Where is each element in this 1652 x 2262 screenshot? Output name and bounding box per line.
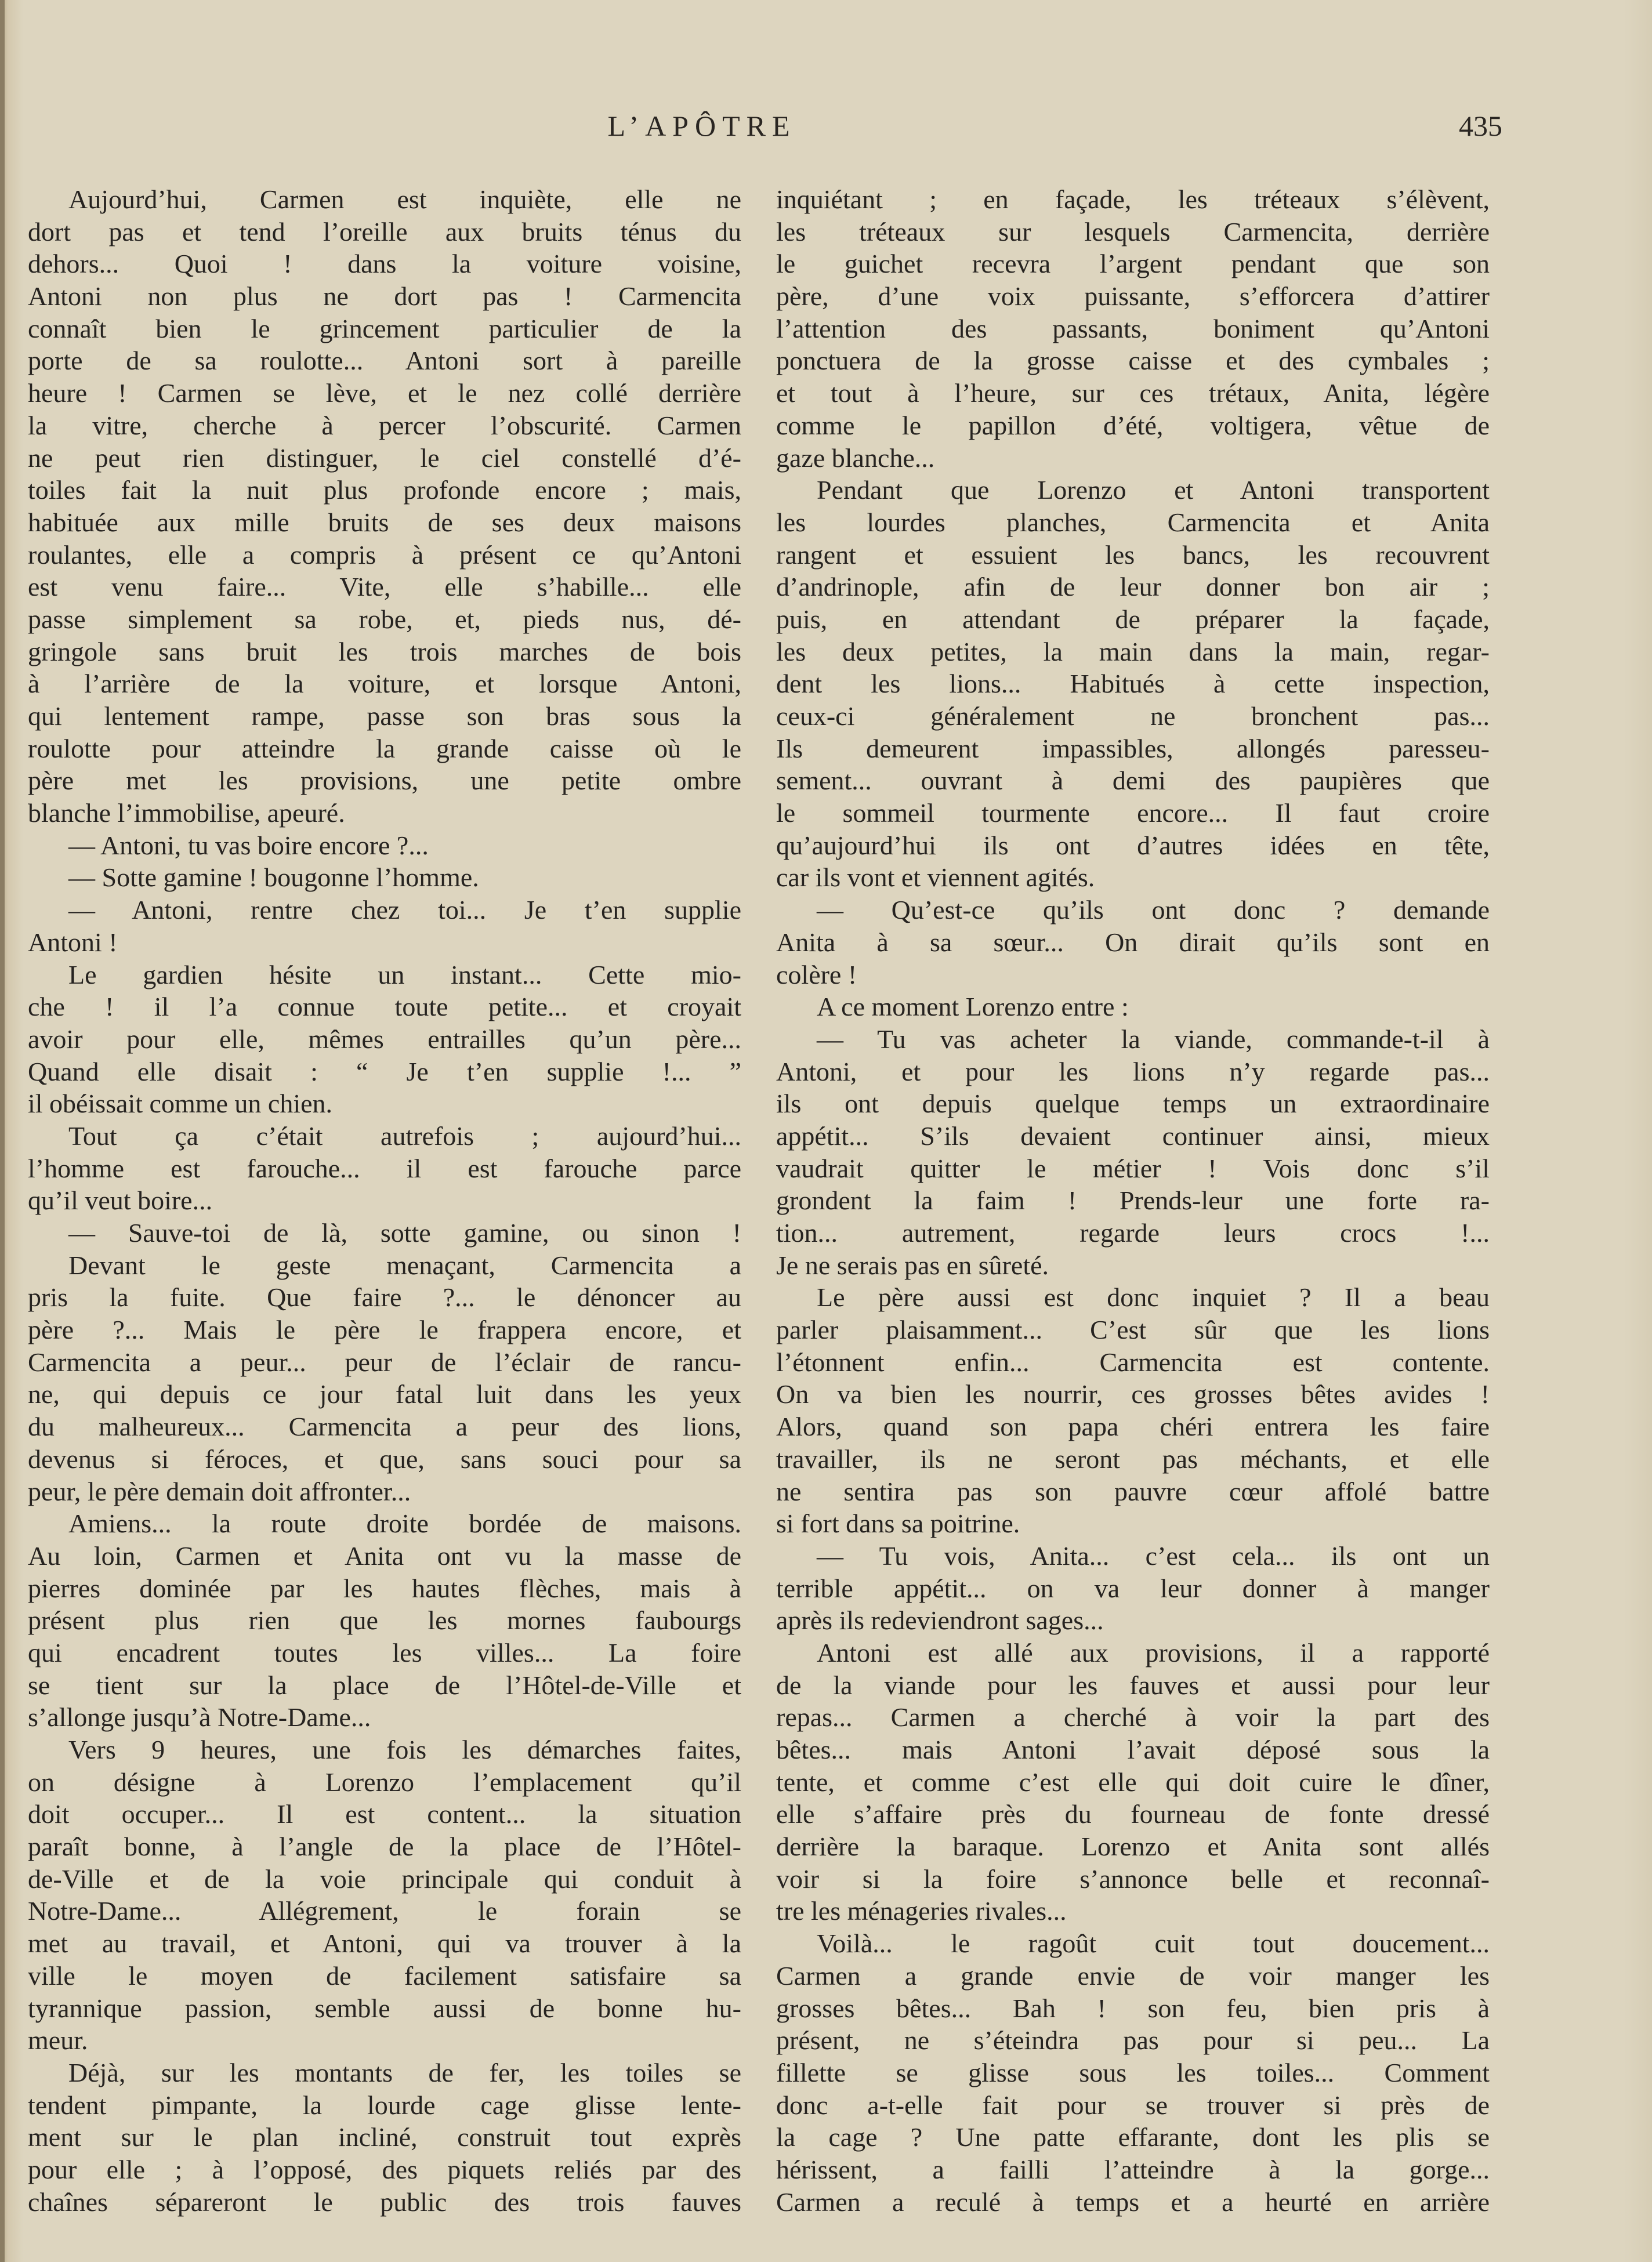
text-line: pierres dominée par les hautes flèches, mais à <box>28 1573 741 1603</box>
text-line: gaze blanche... <box>776 443 935 473</box>
text-line: de la viande pour les fauves et aussi pour leur <box>776 1670 1490 1700</box>
text-line: derrière la baraque. Lorenzo et Anita sont allés <box>776 1832 1490 1862</box>
text-line: Anita à sa sœur... On dirait qu’ils sont en <box>776 927 1490 957</box>
text-line: donc a-t-elle fait pour se trouver si près de <box>776 2090 1490 2120</box>
text-line: tion... autrement, regarde leurs crocs !... <box>776 1218 1490 1248</box>
running-title: L’APÔTRE <box>607 110 796 142</box>
text-line: Déjà, sur les montants de fer, les toiles se <box>68 2057 741 2087</box>
text-line: Voilà... le ragoût cuit tout doucement... <box>817 1928 1490 1959</box>
page-header <box>0 109 1652 155</box>
text-line: bêtes... mais Antoni l’avait déposé sous la <box>776 1735 1490 1764</box>
text-line: ils ont depuis quelque temps un extraordinaire <box>776 1089 1490 1119</box>
text-line: — Antoni, tu vas boire encore ?... <box>68 830 429 860</box>
text-line: Antoni est allé aux provisions, il a rapporté <box>817 1637 1490 1667</box>
text-line: travailler, ils ne seront pas méchants, et elle <box>776 1444 1490 1474</box>
text-line: Je ne serais pas en sûreté. <box>776 1250 1049 1280</box>
text-line: roulantes, elle a compris à présent ce qu’Antoni <box>28 539 741 570</box>
text-line: che ! il l’a connue toute petite... et croyait <box>28 992 741 1022</box>
text-line: qui lentement rampe, passe son bras sous la <box>28 701 741 731</box>
text-line: dent les lions... Habitués à cette inspection, <box>776 669 1490 699</box>
text-line: vaudrait quitter le métier ! Vois donc s’il <box>776 1153 1490 1183</box>
text-line: s’allonge jusqu’à Notre-Dame... <box>28 1702 371 1732</box>
text-line: le guichet recevra l’argent pendant que son <box>776 249 1490 279</box>
text-line: présent, ne s’éteindra pas pour si peu... La <box>776 2025 1490 2056</box>
text-line: qui encadrent toutes les villes... La foire <box>28 1637 741 1667</box>
text-line: pris la fuite. Que faire ?... le dénoncer au <box>28 1282 741 1313</box>
text-line: Quand elle disait : “ Je t’en supplie !... ” <box>28 1056 741 1086</box>
text-line: met au travail, et Antoni, qui va trouver à la <box>28 1928 741 1959</box>
text-line: Le père aussi est donc inquiet ? Il a beau <box>817 1282 1490 1313</box>
text-line: Antoni ! <box>28 927 118 957</box>
text-line: présent plus rien que les mornes faubourgs <box>28 1605 741 1636</box>
text-line: ceux-ci généralement ne bronchent pas... <box>776 701 1490 731</box>
text-line: ne peut rien distinguer, le ciel constellé d’é- <box>28 443 741 473</box>
text-line: pour elle ; à l’opposé, des piquets reliés par des <box>28 2154 741 2184</box>
text-line: terrible appétit... on va leur donner à manger <box>776 1573 1490 1603</box>
text-line: — Sauve-toi de là, sotte gamine, ou sinon ! <box>68 1218 741 1248</box>
book-spine-edge <box>0 0 5 2262</box>
text-line: Amiens... la route droite bordée de maisons. <box>68 1509 741 1539</box>
text-line: ville le moyen de facilement satisfaire sa <box>28 1960 741 1991</box>
text-line: on désigne à Lorenzo l’emplacement qu’il <box>28 1767 741 1797</box>
text-line: ne, qui depuis ce jour fatal luit dans les yeux <box>28 1379 741 1409</box>
text-line: parler plaisamment... C’est sûr que les lions <box>776 1315 1490 1345</box>
text-line: Aujourd’hui, Carmen est inquiète, elle ne <box>68 184 741 214</box>
text-line: tyrannique passion, semble aussi de bonne hu- <box>28 1993 741 2023</box>
text-line: le sommeil tourmente encore... Il faut croire <box>776 798 1490 828</box>
text-line: — Antoni, rentre chez toi... Je t’en supplie <box>68 895 741 925</box>
text-line: blanche l’immobilise, apeuré. <box>28 798 345 828</box>
left-text-column <box>28 183 741 2218</box>
text-line: si fort dans sa poitrine. <box>776 1509 1020 1539</box>
text-line: père ?... Mais le père le frappera encore, et <box>28 1315 741 1345</box>
text-line: les deux petites, la main dans la main, regar- <box>776 636 1490 666</box>
text-line: la vitre, cherche à percer l’obscurité. Carmen <box>28 410 741 440</box>
text-line: ponctuera de la grosse caisse et des cymbales ; <box>776 346 1490 376</box>
text-line: père, d’une voix puissante, s’efforcera d’attirer <box>776 281 1490 311</box>
text-line: roulotte pour atteindre la grande caisse où le <box>28 733 741 763</box>
text-line: Pendant que Lorenzo et Antoni transportent <box>817 475 1490 505</box>
text-line: A ce moment Lorenzo entre : <box>817 992 1129 1022</box>
page-number: 435 <box>1459 110 1502 142</box>
text-line: les lourdes planches, Carmencita et Anita <box>776 507 1490 537</box>
text-line: — Sotte gamine ! bougonne l’homme. <box>68 862 479 893</box>
text-line: puis, en attendant de préparer la façade, <box>776 604 1490 634</box>
text-line: tre les ménageries rivales... <box>776 1896 1067 1926</box>
text-line: Alors, quand son papa chéri entrera les faire <box>776 1412 1490 1442</box>
text-line: peur, le père demain doit affronter... <box>28 1476 411 1506</box>
text-line: hérissent, a failli l’atteindre à la gorge... <box>776 2154 1490 2184</box>
text-line: heure ! Carmen se lève, et le nez collé derrière <box>28 378 741 408</box>
text-line: avoir pour elle, mêmes entrailles qu’un père... <box>28 1024 741 1054</box>
text-line: après ils redeviendront sages... <box>776 1605 1104 1636</box>
text-line: devenus si féroces, et que, sans souci pour sa <box>28 1444 741 1474</box>
text-line: inquiétant ; en façade, les tréteaux s’élèvent, <box>776 184 1490 214</box>
text-line: dort pas et tend l’oreille aux bruits ténus du <box>28 216 741 246</box>
text-line: grosses bêtes... Bah ! son feu, bien pris à <box>776 1993 1490 2023</box>
text-line: On va bien les nourrir, ces grosses bêtes avides ! <box>776 1379 1490 1409</box>
text-line: qu’il veut boire... <box>28 1186 213 1216</box>
text-line: — Tu vas acheter la viande, commande-t-il à <box>817 1024 1490 1054</box>
text-line: fillette se glisse sous les toiles... Comment <box>776 2057 1490 2087</box>
text-line: Vers 9 heures, une fois les démarches faites, <box>68 1735 741 1764</box>
text-line: et tout à l’heure, sur ces trétaux, Anita, légère <box>776 378 1490 408</box>
text-line: il obéissait comme un chien. <box>28 1089 333 1119</box>
text-line: ment sur le plan incliné, construit tout exprès <box>28 2122 741 2152</box>
text-line: à l’arrière de la voiture, et lorsque Antoni, <box>28 669 741 699</box>
text-line: appétit... S’ils devaient continuer ainsi, mieux <box>776 1121 1490 1151</box>
text-line: passe simplement sa robe, et, pieds nus, dé- <box>28 604 741 634</box>
text-line: — Qu’est-ce qu’ils ont donc ? demande <box>817 895 1490 925</box>
text-line: Le gardien hésite un instant... Cette mio- <box>68 959 741 989</box>
text-line: qu’aujourd’hui ils ont d’autres idées en tête, <box>776 830 1490 860</box>
text-line: meur. <box>28 2025 88 2056</box>
text-line: Notre-Dame... Allégrement, le forain se <box>28 1896 741 1926</box>
text-line: colère ! <box>776 959 857 989</box>
right-text-column <box>776 183 1490 2218</box>
text-line: paraît bonne, à l’angle de la place de l’Hôtel- <box>28 1832 741 1862</box>
text-line: d’andrinople, afin de leur donner bon air ; <box>776 572 1490 602</box>
text-line: Antoni non plus ne dort pas ! Carmencita <box>28 281 741 311</box>
text-line: sement... ouvrant à demi des paupières que <box>776 766 1490 796</box>
text-line: elle s’affaire près du fourneau de fonte dressé <box>776 1799 1490 1829</box>
text-line: les tréteaux sur lesquels Carmencita, derrière <box>776 216 1490 246</box>
text-line: ne sentira pas son pauvre cœur affolé battre <box>776 1476 1490 1506</box>
text-line: l’attention des passants, boniment qu’Antoni <box>776 313 1490 343</box>
text-line: gringole sans bruit les trois marches de bois <box>28 636 741 666</box>
text-line: Tout ça c’était autrefois ; aujourd’hui... <box>68 1121 741 1151</box>
text-line: porte de sa roulotte... Antoni sort à pareille <box>28 346 741 376</box>
text-line: l’homme est farouche... il est farouche parce <box>28 1153 741 1183</box>
text-line: dehors... Quoi ! dans la voiture voisine, <box>28 249 741 279</box>
text-line: doit occuper... Il est content... la situation <box>28 1799 741 1829</box>
text-line: l’étonnent enfin... Carmencita est contente. <box>776 1347 1490 1377</box>
text-line: la cage ? Une patte effarante, dont les plis se <box>776 2122 1490 2152</box>
text-line: Antoni, et pour les lions n’y regarde pas... <box>776 1056 1490 1086</box>
text-line: repas... Carmen a cherché à voir la part des <box>776 1702 1490 1732</box>
text-line: rangent et essuient les bancs, les recouvrent <box>776 539 1490 570</box>
text-line: voir si la foire s’annonce belle et reconnaî- <box>776 1864 1490 1894</box>
text-line: tente, et comme c’est elle qui doit cuire le dîner, <box>776 1767 1490 1797</box>
text-line: connaît bien le grincement particulier de la <box>28 313 741 343</box>
text-line: car ils vont et viennent agités. <box>776 862 1095 893</box>
text-line: Devant le geste menaçant, Carmencita a <box>68 1250 741 1280</box>
text-line: Ils demeurent impassibles, allongés paresseu- <box>776 733 1490 763</box>
text-line: est venu faire... Vite, elle s’habille... elle <box>28 572 741 602</box>
text-line: père met les provisions, une petite ombre <box>28 766 741 796</box>
text-line: du malheureux... Carmencita a peur des lions, <box>28 1412 741 1442</box>
text-line: se tient sur la place de l’Hôtel-de-Ville et <box>28 1670 741 1700</box>
text-line: Carmen a reculé à temps et a heurté en arrière <box>776 2187 1490 2217</box>
text-line: Au loin, Carmen et Anita ont vu la masse de <box>28 1540 741 1571</box>
text-line: Carmencita a peur... peur de l’éclair de rancu- <box>28 1347 741 1377</box>
text-line: habituée aux mille bruits de ses deux maisons <box>28 507 741 537</box>
text-line: chaînes sépareront le public des trois fauves <box>28 2187 741 2217</box>
text-line: grondent la faim ! Prends-leur une forte ra- <box>776 1186 1490 1216</box>
text-line: — Tu vois, Anita... c’est cela... ils ont un <box>817 1540 1490 1571</box>
text-line: de-Ville et de la voie principale qui conduit à <box>28 1864 741 1894</box>
text-line: comme le papillon d’été, voltigera, vêtue de <box>776 410 1490 440</box>
text-line: Carmen a grande envie de voir manger les <box>776 1960 1490 1991</box>
text-line: tendent pimpante, la lourde cage glisse lente- <box>28 2090 741 2120</box>
text-line: toiles fait la nuit plus profonde encore ; mais, <box>28 475 741 505</box>
